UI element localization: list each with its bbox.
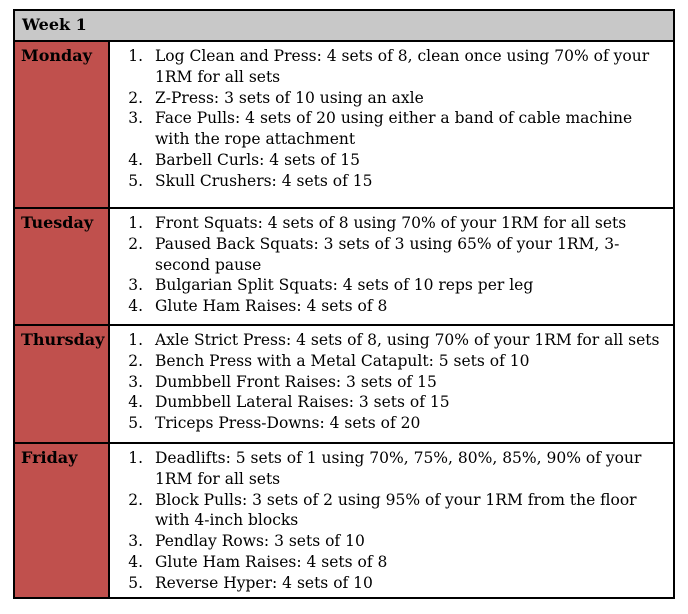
exercise-text: Z-Press: 3 sets of 10 using an axle (155, 88, 424, 107)
exercise-text: Log Clean and Press: 4 sets of 8, clean once using 70% of your 1RM for all sets (155, 47, 650, 86)
list-item: 1. Front Squats: 4 sets of 8 using 70% of your 1RM for all sets (119, 213, 669, 234)
week-title: Week 1 (22, 15, 87, 34)
exercise-list (119, 46, 669, 192)
list-item: 3. Bulgarian Split Squats: 4 sets of 10 reps per leg (119, 275, 669, 296)
list-item: 2. Block Pulls: 3 sets of 2 using 95% of your 1RM from the floor with 4-inch blocks (119, 490, 669, 532)
exercise-text: Reverse Hyper: 4 sets of 10 (155, 573, 373, 592)
list-item: 5. Skull Crushers: 4 sets of 15 (119, 171, 669, 192)
list-item: 5. Reverse Hyper: 4 sets of 10 (119, 573, 669, 594)
exercise-text: Face Pulls: 4 sets of 20 using either a band of cable machine with the rope attachment (155, 109, 633, 149)
workout-table (13, 9, 675, 599)
day-row-friday (15, 444, 673, 597)
list-item: 1. Log Clean and Press: 4 sets of 8, clean once using 70% of your 1RM for all sets (119, 46, 669, 88)
exercise-text: Paused Back Squats: 3 sets of 3 using 65% of your 1RM, 3-second pause (155, 234, 620, 274)
list-item: 3. Face Pulls: 4 sets of 20 using either a band of cable machine with the rope attachment (119, 108, 669, 150)
list-item: 5. Triceps Press-Downs: 4 sets of 20 (119, 413, 669, 434)
list-item: 2. Bench Press with a Metal Catapult: 5 sets of 10 (119, 351, 669, 372)
day-label: Thursday (21, 330, 105, 349)
day-cell (15, 444, 110, 597)
exercise-text: Dumbbell Lateral Raises: 3 sets of 15 (155, 393, 450, 412)
exercise-list (119, 330, 669, 434)
day-row-tuesday (15, 209, 673, 326)
list-item: 2. Paused Back Squats: 3 sets of 3 using 65% of your 1RM, 3-second pause (119, 234, 669, 276)
table-header (15, 11, 673, 42)
list-item: 4. Glute Ham Raises: 4 sets of 8 (119, 296, 669, 317)
exercise-text: Pendlay Rows: 3 sets of 10 (155, 532, 365, 551)
list-item: 1. Axle Strict Press: 4 sets of 8, using 70% of your 1RM for all sets (119, 330, 669, 351)
exercise-list (119, 448, 669, 594)
exercise-text: Bench Press with a Metal Catapult: 5 sets of 10 (155, 351, 530, 370)
exercise-list (119, 213, 669, 317)
day-label: Monday (21, 46, 92, 65)
list-item: 4. Barbell Curls: 4 sets of 15 (119, 150, 669, 171)
day-label: Tuesday (21, 213, 94, 232)
day-label: Friday (21, 448, 78, 467)
list-item: 4. Dumbbell Lateral Raises: 3 sets of 15 (119, 392, 669, 413)
day-cell (15, 209, 110, 324)
exercise-text: Glute Ham Raises: 4 sets of 8 (155, 297, 388, 316)
exercise-text: Deadlifts: 5 sets of 1 using 70%, 75%, 80%, 85%, 90% of your 1RM for all sets (155, 449, 642, 488)
list-item: 4. Glute Ham Raises: 4 sets of 8 (119, 552, 669, 573)
list-item: 3. Dumbbell Front Raises: 3 sets of 15 (119, 372, 669, 393)
exercise-text: Dumbbell Front Raises: 3 sets of 15 (155, 372, 437, 391)
day-cell (15, 42, 110, 207)
exercise-text: Axle Strict Press: 4 sets of 8, using 70% of your 1RM for all sets (155, 331, 660, 349)
exercise-text: Block Pulls: 3 sets of 2 using 95% of your 1RM from the floor with 4-inch blocks (155, 490, 637, 530)
exercise-text: Front Squats: 4 sets of 8 using 70% of your 1RM for all sets (155, 214, 627, 232)
exercise-text: Triceps Press-Downs: 4 sets of 20 (155, 414, 421, 433)
exercise-text: Skull Crushers: 4 sets of 15 (155, 171, 373, 190)
list-item: 2. Z-Press: 3 sets of 10 using an axle (119, 88, 669, 109)
day-cell (15, 326, 110, 442)
day-row-monday (15, 42, 673, 209)
list-item: 3. Pendlay Rows: 3 sets of 10 (119, 531, 669, 552)
day-row-thursday (15, 326, 673, 444)
list-item: 1. Deadlifts: 5 sets of 1 using 70%, 75%, 80%, 85%, 90% of your 1RM for all sets (119, 448, 669, 490)
exercise-text: Barbell Curls: 4 sets of 15 (155, 150, 361, 169)
exercise-text: Bulgarian Split Squats: 4 sets of 10 reps per leg (155, 276, 534, 295)
exercise-text: Glute Ham Raises: 4 sets of 8 (155, 552, 388, 571)
